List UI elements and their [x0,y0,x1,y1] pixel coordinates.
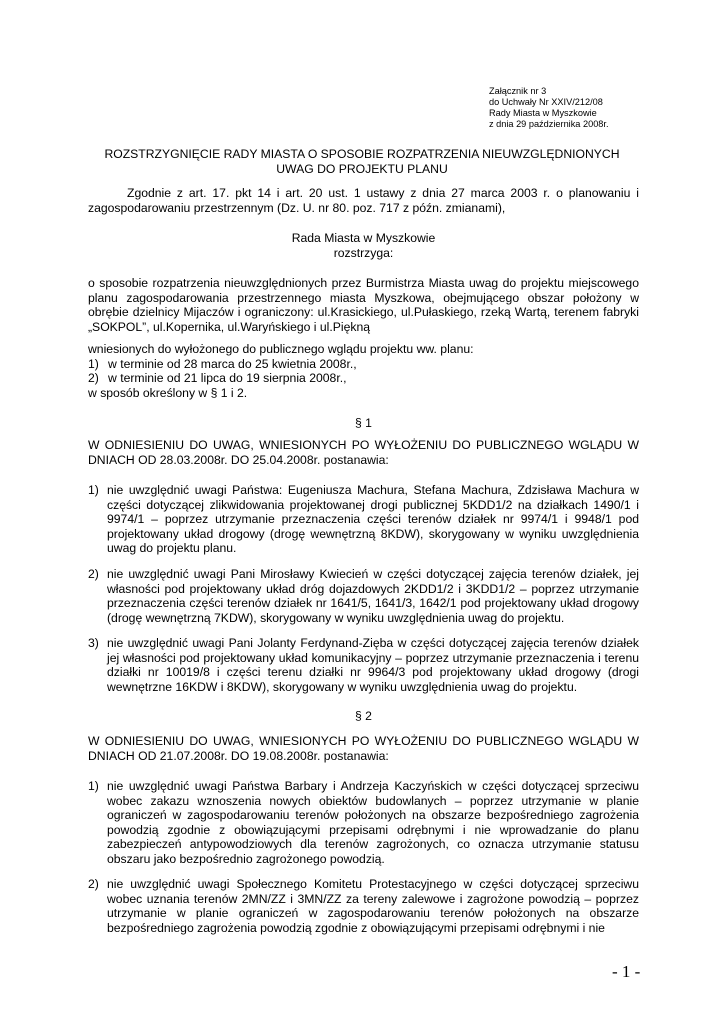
exposure-block [88,342,639,400]
council-name: Rada Miasta w Myszkowie [291,231,436,245]
item-text: nie uwzględnić uwagi Pani Mirosławy Kwiecień w części dotyczącej zajęcia terenów działek, jej własności pod projektowany układ dróg dojazdowych 2KDD1/2 i 3KDD1/2 – poprzez utrzymanie przeznaczenia części terenów działek nr 1641/5, 1641/3, 1642/1 pod projektowany układ drogowy (drogę wewnętrzną 7KDW), skorygowany w wyniku uwzględnienia uwag do projektu. [107,567,639,625]
exposure-item-number: 2) [88,371,99,386]
council-resolves [88,231,639,260]
document-title [60,147,664,176]
resolves-word: rozstrzyga: [333,245,394,260]
item-text: nie uwzględnić uwagi Państwa Barbary i Andrzeja Kaczyńskich w części dotyczącej sprzeciwu wobec zakazu wznoszenia nowych obiektów budowlanych – poprzez utrzymanie w planie ograniczeń w zagospodarowaniu terenów położonych na obszarze bezpośredniego zagrożenia powodzią zgodnie z obowiązującymi przepisami odrębnymi i nie wprowadzanie do planu zabezpieczeń antypowodziowych dla terenów zagrożonych, co oznacza utrzymanie statusu obszaru jako bezpośrednio zagrożonego powodzią. [107,779,639,866]
item-number: 2) [88,877,99,891]
section-2-mark: § 2 [355,709,372,723]
item-number: 3) [88,636,99,650]
section-1-item-2 [88,567,639,625]
annex-line-3: Rady Miasta w Myszkowie [489,108,597,118]
item-number: 2) [88,567,99,581]
item-number: 1) [88,483,99,497]
legal-basis-paragraph: Zgodnie z art. 17. pkt 14 i art. 20 ust. 1 ustawy z dnia 27 marca 2003 r. o planowaniu i zagospodarowaniu przestrzennym (Dz. U. nr 80. poz. 717 z późn. zmianami), [88,186,639,215]
section-1-item-3 [88,636,639,694]
exposure-lead: wniesionych do wyłożonego do publicznego wglądu projektu ww. planu: [88,342,474,356]
exposure-item-2 [88,371,639,386]
section-1-heading: W ODNIESIENIU DO UWAG, WNIESIONYCH PO WYŁOŻENIU DO PUBLICZNEGO WGLĄDU W DNIACH OD 28.03.2008r. DO 25.04.2008r. postanawia: [88,438,639,467]
annex-line-4: z dnia 29 października 2008r. [489,119,609,129]
title-line-1: ROZSTRZYGNIĘCIE RADY MIASTA O SPOSOBIE ROZPATRZENIA NIEUWZGLĘDNIONYCH [104,147,620,161]
exposure-item-1 [88,357,639,372]
section-2-item-1 [88,779,639,867]
page-number: - 1 - [612,962,641,981]
annex-line-2: do Uchwały Nr XXIV/212/08 [489,97,603,107]
section-1-mark: § 1 [355,416,372,430]
exposure-item-number: 1) [88,356,99,371]
annex-header [489,86,689,130]
subject-paragraph: o sposobie rozpatrzenia nieuwzględnionych przez Burmistrza Miasta uwag do projektu miejscowego planu zagospodarowania przestrzennego miasta Myszkowa, obejmującego obszar położony w obrębie dzielnicy Mijaczów i ograniczony: ul.Krasickiego, ul.Pułaskiego, rzeką Wartą, terenem fabryki „SOKPOL”, ul.Kopernika, ul.Waryńskiego i ul.Piękną [88,276,639,334]
section-2-heading: W ODNIESIENIU DO UWAG, WNIESIONYCH PO WYŁOŻENIU DO PUBLICZNEGO WGLĄDU W DNIACH OD 21.07.2008r. DO 19.08.2008r. postanawia: [88,734,639,763]
annex-line-1: Załącznik nr 3 [489,86,547,96]
section-2-item-2 [88,877,639,935]
exposure-item-text: w terminie od 21 lipca do 19 sierpnia 2008r., [108,371,347,386]
item-text: nie uwzględnić uwagi Społecznego Komitetu Protestacyjnego w części dotyczącej sprzeciwu wobec uznania terenów 2MN/ZZ i 3MN/ZZ za tereny zalewowe i zagrożone powodzią – poprzez utrzymanie w planie ograniczeń w zagospodarowaniu terenów położonych na obszarze bezpośredniego zagrożenia powodzią zgodnie z obowiązującymi przepisami odrębnymi i nie [107,877,639,935]
title-line-2: UWAG DO PROJEKTU PLANU [276,161,448,176]
item-number: 1) [88,779,99,793]
exposure-tail: w sposób określony w § 1 i 2. [88,385,248,400]
section-1-item-1 [88,483,639,556]
item-text: nie uwzględnić uwagi Pani Jolanty Ferdynand-Zięba w części dotyczącej zajęcia terenów działek jej własności pod projektowany układ komunikacyjny – poprzez utrzymanie przeznaczenia i terenu działki nr 10019/8 i części terenu działki nr 9964/3 pod projektowany układ drogowy (drogi wewnętrzne 16KDW i 8KDW), skorygowany w wyniku uwzględnienia uwag do projektu. [107,636,639,694]
item-text: nie uwzględnić uwagi Państwa: Eugeniusza Machura, Stefana Machura, Zdzisława Machura w części dotyczącej zlikwidowania projektowanej drogi publicznej 5KDD1/2 na działkach 1490/1 i 9974/1 – poprzez utrzymanie przeznaczenia części terenów działek nr 9974/1 i 9948/1 pod projektowany układ drogowy (drogę wewnętrzną 8KDW), skorygowany w wyniku uwzględnienia uwag do projektu planu. [107,483,639,556]
exposure-item-text: w terminie od 28 marca do 25 kwietnia 2008r., [108,356,357,371]
